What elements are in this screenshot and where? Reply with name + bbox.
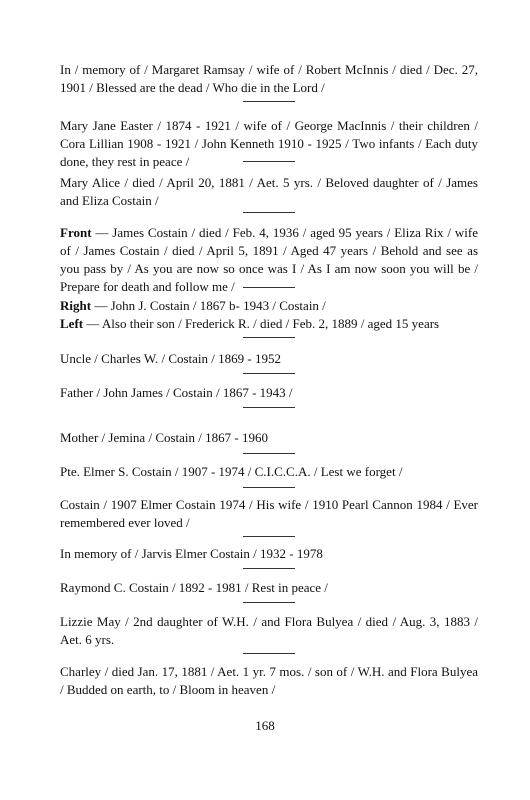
entry-text: Pte. Elmer S. Costain / 1907 - 1974 / C.I.C.C.A. / Lest we forget /	[60, 464, 403, 479]
separator	[243, 287, 295, 288]
entry-text: Father / John James / Costain / 1867 - 1943 /	[60, 385, 293, 400]
entry-label: Left	[60, 316, 84, 331]
inscription-entry	[60, 545, 478, 563]
inscription-entry	[60, 579, 478, 597]
separator	[243, 487, 295, 488]
inscription-entry	[60, 613, 478, 649]
entry-text: Lizzie May / 2nd daughter of W.H. / and Flora Bulyea / died / Aug. 3, 1883 / Aet. 6 yrs.	[60, 614, 478, 647]
entry-text: Mary Alice / died / April 20, 1881 / Aet. 5 yrs. / Beloved daughter of / James and Eliza Costain /	[60, 175, 478, 208]
entry-text: — John J. Costain / 1867 b- 1943 / Costain /	[91, 298, 326, 313]
entry-label: Right	[60, 298, 92, 313]
entry-text: Costain / 1907 Elmer Costain 1974 / His wife / 1910 Pearl Cannon 1984 / Ever remembered ever loved /	[60, 497, 478, 530]
separator	[243, 653, 295, 654]
entry-text: In memory of / Jarvis Elmer Costain / 1932 - 1978	[60, 546, 323, 561]
separator	[243, 337, 295, 338]
separator	[243, 101, 295, 102]
entry-label: Front	[60, 225, 92, 240]
separator	[243, 212, 295, 213]
entry-text: — James Costain / died / Feb. 4, 1936 / aged 95 years / Eliza Rix / wife of / James Costain / died / April 5, 1891 / Aged 47 years / Behold and see as you pass by / As you are now so once was I / As I am now soon you will be / Prepare for death and follow me /	[60, 225, 478, 294]
separator	[243, 536, 295, 537]
separator	[243, 407, 295, 408]
entry-text: Mary Jane Easter / 1874 - 1921 / wife of / George MacInnis / their children / Cora Lillian 1908 - 1921 / John Kenneth 1910 - 1925 / Two infants / Each duty done, they rest in peace /	[60, 118, 478, 169]
inscription-entry	[60, 297, 478, 333]
separator	[243, 602, 295, 603]
inscription-entry	[60, 350, 478, 368]
entry-text: Charley / died Jan. 17, 1881 / Aet. 1 yr. 7 mos. / son of / W.H. and Flora Bulyea / Budded on earth, to / Bloom in heaven /	[60, 664, 478, 697]
inscription-entry	[60, 463, 478, 481]
inscription-entry	[60, 117, 478, 171]
separator	[243, 453, 295, 454]
entry-text: Uncle / Charles W. / Costain / 1869 - 1952	[60, 351, 281, 366]
inscription-entry	[60, 429, 478, 447]
inscription-entry	[60, 384, 478, 402]
inscription-entry	[60, 174, 478, 210]
inscription-entry	[60, 61, 478, 97]
entry-text: — Also their son / Frederick R. / died / Feb. 2, 1889 / aged 15 years	[83, 316, 440, 331]
page-number: 168	[255, 718, 275, 733]
separator	[243, 373, 295, 374]
separator	[243, 568, 295, 569]
entry-text: Mother / Jemina / Costain / 1867 - 1960	[60, 430, 268, 445]
inscription-entry	[60, 663, 478, 699]
entry-text: In / memory of / Margaret Ramsay / wife of / Robert McInnis / died / Dec. 27, 1901 / Blessed are the dead / Who die in the Lord /	[60, 62, 478, 95]
entry-text: Raymond C. Costain / 1892 - 1981 / Rest in peace /	[60, 580, 328, 595]
inscription-entry	[60, 496, 478, 532]
separator	[243, 161, 295, 162]
inscription-entry	[60, 224, 478, 296]
